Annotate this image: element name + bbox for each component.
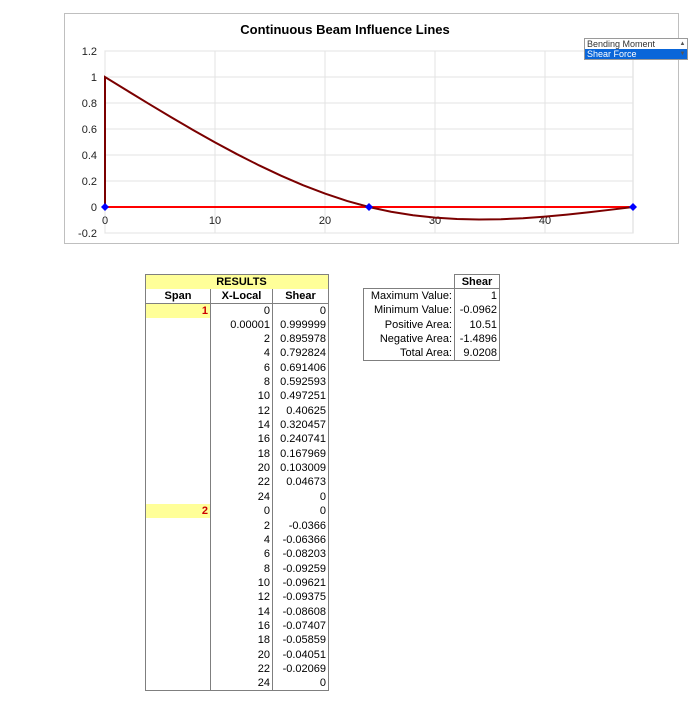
span-label: 2 xyxy=(146,504,211,518)
x-local-cell: 14 xyxy=(211,418,273,432)
span-empty-cell xyxy=(146,619,211,633)
table-row xyxy=(146,418,329,432)
span-empty-cell xyxy=(146,662,211,676)
x-local-cell: 12 xyxy=(211,590,273,604)
shear-cell: -0.0366 xyxy=(273,518,329,532)
table-row xyxy=(146,676,329,690)
shear-cell: 0.691406 xyxy=(273,361,329,375)
y-tick-label: 0 xyxy=(90,202,97,214)
scroll-up-icon[interactable]: ▲ xyxy=(679,41,686,47)
x-local-cell: 0 xyxy=(211,504,273,518)
x-local-cell: 24 xyxy=(211,676,273,690)
table-row xyxy=(146,633,329,647)
shear-cell: 0 xyxy=(273,303,329,317)
table-row xyxy=(146,561,329,575)
option-bending-moment[interactable]: Bending Moment xyxy=(587,39,656,49)
total-area-label: Total Area: xyxy=(364,346,455,360)
table-row xyxy=(146,604,329,618)
x-local-cell: 16 xyxy=(211,432,273,446)
span-empty-cell xyxy=(146,375,211,389)
table-row xyxy=(146,361,329,375)
results-table xyxy=(145,274,329,691)
span-empty-cell xyxy=(146,576,211,590)
table-row xyxy=(146,461,329,475)
shear-cell: -0.09375 xyxy=(273,590,329,604)
header-shear: Shear xyxy=(273,289,329,303)
span-empty-cell xyxy=(146,647,211,661)
x-local-cell: 14 xyxy=(211,604,273,618)
x-local-cell: 10 xyxy=(211,576,273,590)
influence-type-listbox[interactable] xyxy=(584,38,688,60)
span-empty-cell xyxy=(146,533,211,547)
span-empty-cell xyxy=(146,318,211,332)
y-tick-label: 1.2 xyxy=(81,46,97,58)
table-row xyxy=(146,590,329,604)
shear-cell: 0 xyxy=(273,676,329,690)
option-shear-force[interactable]: Shear Force xyxy=(585,49,687,59)
x-tick-label: 20 xyxy=(318,215,332,227)
span-empty-cell xyxy=(146,404,211,418)
span-label: 1 xyxy=(146,303,211,317)
shear-cell: 0 xyxy=(273,490,329,504)
x-local-cell: 0.00001 xyxy=(211,318,273,332)
header-x-local: X-Local xyxy=(211,289,273,303)
min-value-label: Minimum Value: xyxy=(364,303,455,317)
span-empty-cell xyxy=(146,332,211,346)
chart-title: Continuous Beam Influence Lines xyxy=(240,22,450,37)
support-marker xyxy=(365,203,373,211)
x-local-cell: 10 xyxy=(211,389,273,403)
x-local-cell: 22 xyxy=(211,475,273,489)
table-row xyxy=(146,504,329,518)
shear-cell: -0.05859 xyxy=(273,633,329,647)
negative-area-value: -1.4896 xyxy=(455,332,500,346)
y-tick-label: 0.4 xyxy=(81,150,97,162)
total-area-value: 9.0208 xyxy=(455,346,500,360)
shear-cell: 0.103009 xyxy=(273,461,329,475)
positive-area-value: 10.51 xyxy=(455,318,500,332)
table-row xyxy=(146,389,329,403)
shear-cell: 0.320457 xyxy=(273,418,329,432)
x-local-cell: 8 xyxy=(211,561,273,575)
table-row xyxy=(146,447,329,461)
span-empty-cell xyxy=(146,447,211,461)
shear-cell: 0.592593 xyxy=(273,375,329,389)
summary-table xyxy=(363,274,500,361)
x-tick-label: 0 xyxy=(101,215,109,227)
shear-cell: -0.08203 xyxy=(273,547,329,561)
summary-header: Shear xyxy=(455,275,500,289)
x-local-cell: 24 xyxy=(211,490,273,504)
shear-cell: -0.08608 xyxy=(273,604,329,618)
y-tick-label: 0.6 xyxy=(81,124,97,136)
span-empty-cell xyxy=(146,389,211,403)
span-empty-cell xyxy=(146,676,211,690)
x-local-cell: 12 xyxy=(211,404,273,418)
table-row xyxy=(146,518,329,532)
shear-cell: -0.06366 xyxy=(273,533,329,547)
results-title-left xyxy=(146,275,211,289)
shear-cell: 0.999999 xyxy=(273,318,329,332)
x-local-cell: 16 xyxy=(211,619,273,633)
max-value-label: Maximum Value: xyxy=(364,289,455,303)
x-local-cell: 18 xyxy=(211,447,273,461)
span-empty-cell xyxy=(146,590,211,604)
support-marker xyxy=(101,203,109,211)
shear-cell: 0.895978 xyxy=(273,332,329,346)
x-local-cell: 20 xyxy=(211,461,273,475)
support-marker xyxy=(629,203,637,211)
span-empty-cell xyxy=(146,461,211,475)
results-title-right xyxy=(273,275,329,289)
shear-cell: 0.167969 xyxy=(273,447,329,461)
x-tick-label: 30 xyxy=(428,215,442,227)
table-row xyxy=(146,475,329,489)
x-local-cell: 2 xyxy=(211,518,273,532)
span-empty-cell xyxy=(146,547,211,561)
table-row xyxy=(146,490,329,504)
shear-cell: -0.09621 xyxy=(273,576,329,590)
shear-cell: 0.04673 xyxy=(273,475,329,489)
table-row xyxy=(146,375,329,389)
min-value: -0.0962 xyxy=(455,303,500,317)
x-tick-label: 10 xyxy=(208,215,222,227)
span-empty-cell xyxy=(146,490,211,504)
span-empty-cell xyxy=(146,361,211,375)
x-tick-label: 40 xyxy=(538,215,552,227)
span-empty-cell xyxy=(146,518,211,532)
shear-cell: 0.497251 xyxy=(273,389,329,403)
scroll-down-icon[interactable]: ▼ xyxy=(679,51,686,57)
shear-cell: 0.792824 xyxy=(273,346,329,360)
listbox-scrollbar[interactable] xyxy=(678,39,687,59)
span-empty-cell xyxy=(146,432,211,446)
y-tick-label: 0.2 xyxy=(81,176,97,188)
shear-cell: 0.40625 xyxy=(273,404,329,418)
table-row xyxy=(146,619,329,633)
x-local-cell: 8 xyxy=(211,375,273,389)
shear-cell: 0.240741 xyxy=(273,432,329,446)
table-row xyxy=(146,303,329,317)
y-tick-label: 0.8 xyxy=(81,98,97,110)
negative-area-label: Negative Area: xyxy=(364,332,455,346)
y-tick-label: 1 xyxy=(90,72,97,84)
span-empty-cell xyxy=(146,418,211,432)
span-empty-cell xyxy=(146,604,211,618)
span-empty-cell xyxy=(146,346,211,360)
header-span: Span xyxy=(146,289,211,303)
span-empty-cell xyxy=(146,475,211,489)
chart-area xyxy=(64,13,686,244)
table-row xyxy=(146,533,329,547)
x-local-cell: 18 xyxy=(211,633,273,647)
span-empty-cell xyxy=(146,633,211,647)
max-value: 1 xyxy=(455,289,500,303)
shear-cell: -0.09259 xyxy=(273,561,329,575)
x-local-cell: 0 xyxy=(211,303,273,317)
shear-cell: 0 xyxy=(273,504,329,518)
x-local-cell: 2 xyxy=(211,332,273,346)
table-row xyxy=(146,647,329,661)
positive-area-label: Positive Area: xyxy=(364,318,455,332)
x-local-cell: 22 xyxy=(211,662,273,676)
table-row xyxy=(146,404,329,418)
span-empty-cell xyxy=(146,561,211,575)
shear-cell: -0.02069 xyxy=(273,662,329,676)
table-row xyxy=(146,332,329,346)
table-row xyxy=(146,432,329,446)
x-local-cell: 6 xyxy=(211,361,273,375)
x-local-cell: 4 xyxy=(211,533,273,547)
table-row xyxy=(146,547,329,561)
table-row xyxy=(146,318,329,332)
table-row xyxy=(146,346,329,360)
shear-cell: -0.07407 xyxy=(273,619,329,633)
influence-line-series xyxy=(105,77,633,220)
table-row xyxy=(146,576,329,590)
x-local-cell: 6 xyxy=(211,547,273,561)
shear-cell: -0.04051 xyxy=(273,647,329,661)
results-title: RESULTS xyxy=(211,275,273,289)
x-local-cell: 4 xyxy=(211,346,273,360)
y-tick-label: -0.2 xyxy=(78,228,97,240)
table-row xyxy=(146,662,329,676)
x-local-cell: 20 xyxy=(211,647,273,661)
